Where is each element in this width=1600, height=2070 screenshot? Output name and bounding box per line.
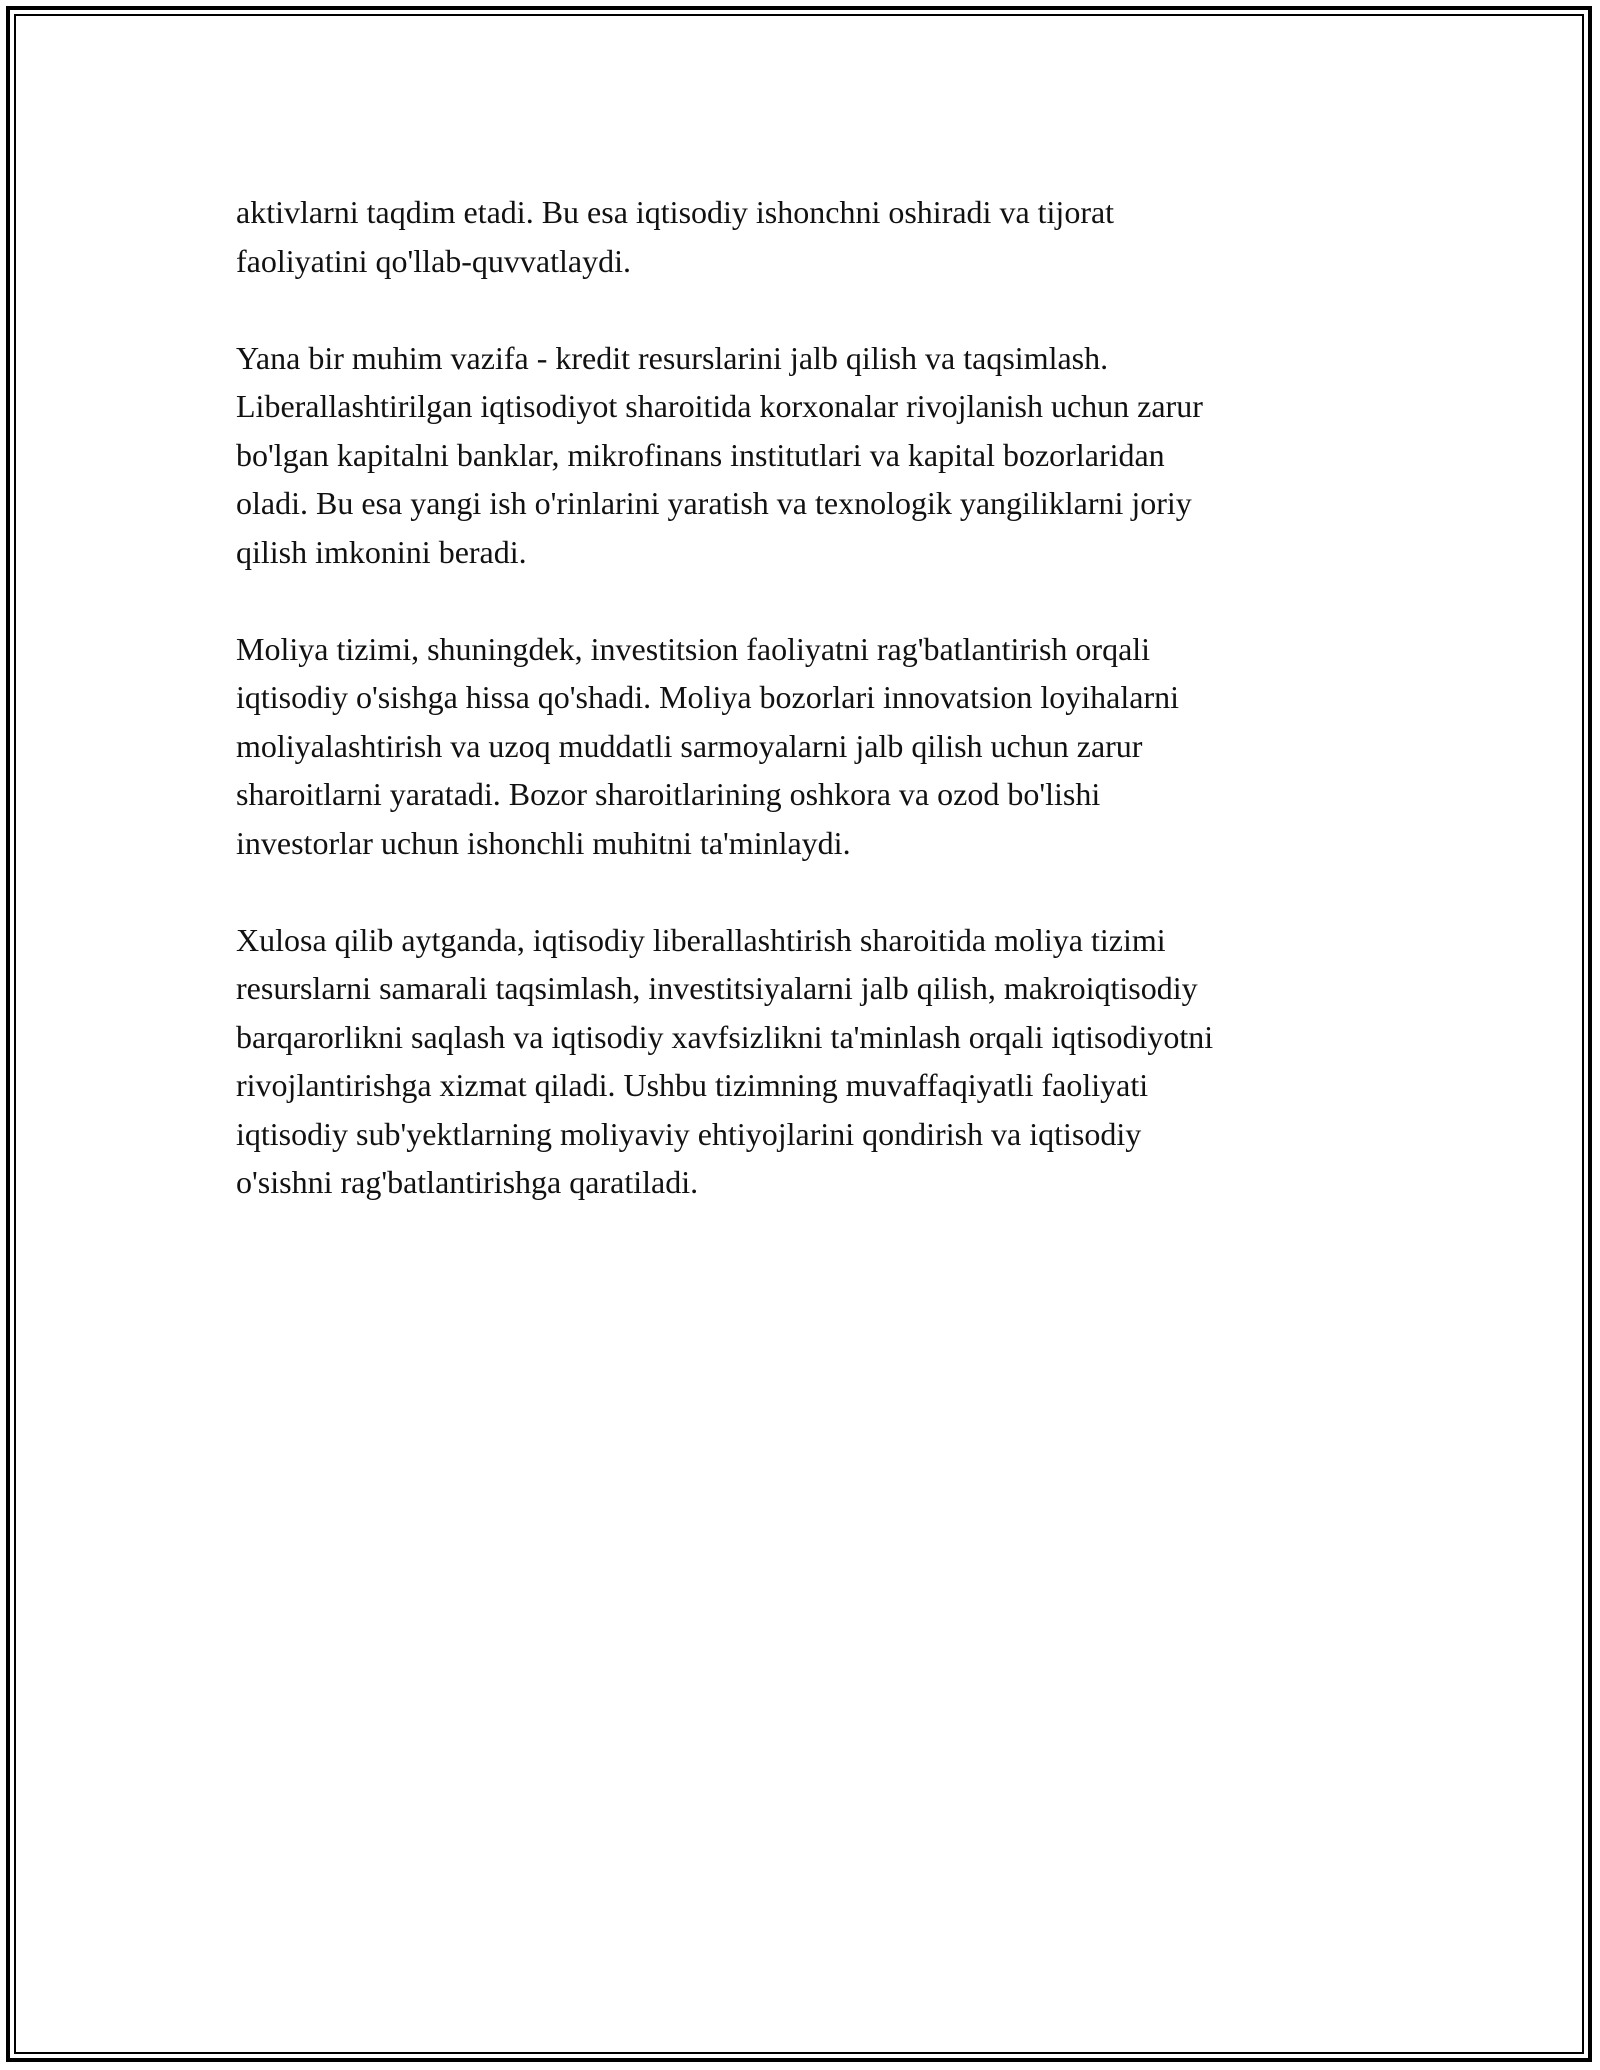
text-line: Yana bir muhim vazifa - kredit resurslarini jalb qilish va taqsimlash. <box>236 339 1109 376</box>
text-line: aktivlarni taqdim etadi. Bu esa iqtisodiy ishonchni oshiradi va tijorat <box>236 194 1115 230</box>
text-line: iqtisodiy o'sishga hissa qo'shadi. Moliya bozorlari innovatsion loyihalarni <box>236 679 1179 715</box>
text-line: Liberallashtirilgan iqtisodiyot sharoitida korxonalar rivojlanish uchun zarur <box>236 388 1203 424</box>
text-line: investorlar uchun ishonchli muhitni ta'minlaydi. <box>236 824 851 861</box>
text-line: Moliya tizimi, shuningdek, investitsion faoliyatni rag'batlantirish orqali <box>236 630 1151 667</box>
paragraph-1 <box>236 188 1366 285</box>
document-body <box>236 188 1366 1255</box>
text-line: qilish imkonini beradi. <box>236 533 527 570</box>
text-line: resurslarni samarali taqsimlash, investitsiyalarni jalb qilish, makroiqtisodiy <box>236 970 1198 1006</box>
text-line: oladi. Bu esa yangi ish o'rinlarini yaratish va texnologik yangiliklarni joriy <box>236 485 1192 521</box>
text-line: sharoitlarni yaratadi. Bozor sharoitlarining oshkora va ozod bo'lishi <box>236 776 1101 812</box>
paragraph-2 <box>236 334 1366 577</box>
paragraph-4 <box>236 916 1366 1207</box>
text-line: o'sishni rag'batlantirishga qaratiladi. <box>236 1164 699 1200</box>
paragraph-3 <box>236 625 1366 868</box>
text-line: bo'lgan kapitalni banklar, mikrofinans institutlari va kapital bozorlaridan <box>236 436 1165 473</box>
text-line: barqarorlikni saqlash va iqtisodiy xavfsizlikni ta'minlash orqali iqtisodiyotni <box>236 1018 1214 1055</box>
text-line: moliyalashtirish va uzoq muddatli sarmoyalarni jalb qilish uchun zarur <box>236 727 1143 764</box>
text-line: iqtisodiy sub'yektlarning moliyaviy ehtiyojlarini qondirish va iqtisodiy <box>236 1115 1142 1152</box>
text-line: Xulosa qilib aytganda, iqtisodiy liberallashtirish sharoitida moliya tizimi <box>236 921 1166 958</box>
text-line: faoliyatini qo'llab-quvvatlaydi. <box>236 242 631 279</box>
text-line: rivojlantirishga xizmat qiladi. Ushbu tizimning muvaffaqiyatli faoliyati <box>236 1067 1149 1103</box>
